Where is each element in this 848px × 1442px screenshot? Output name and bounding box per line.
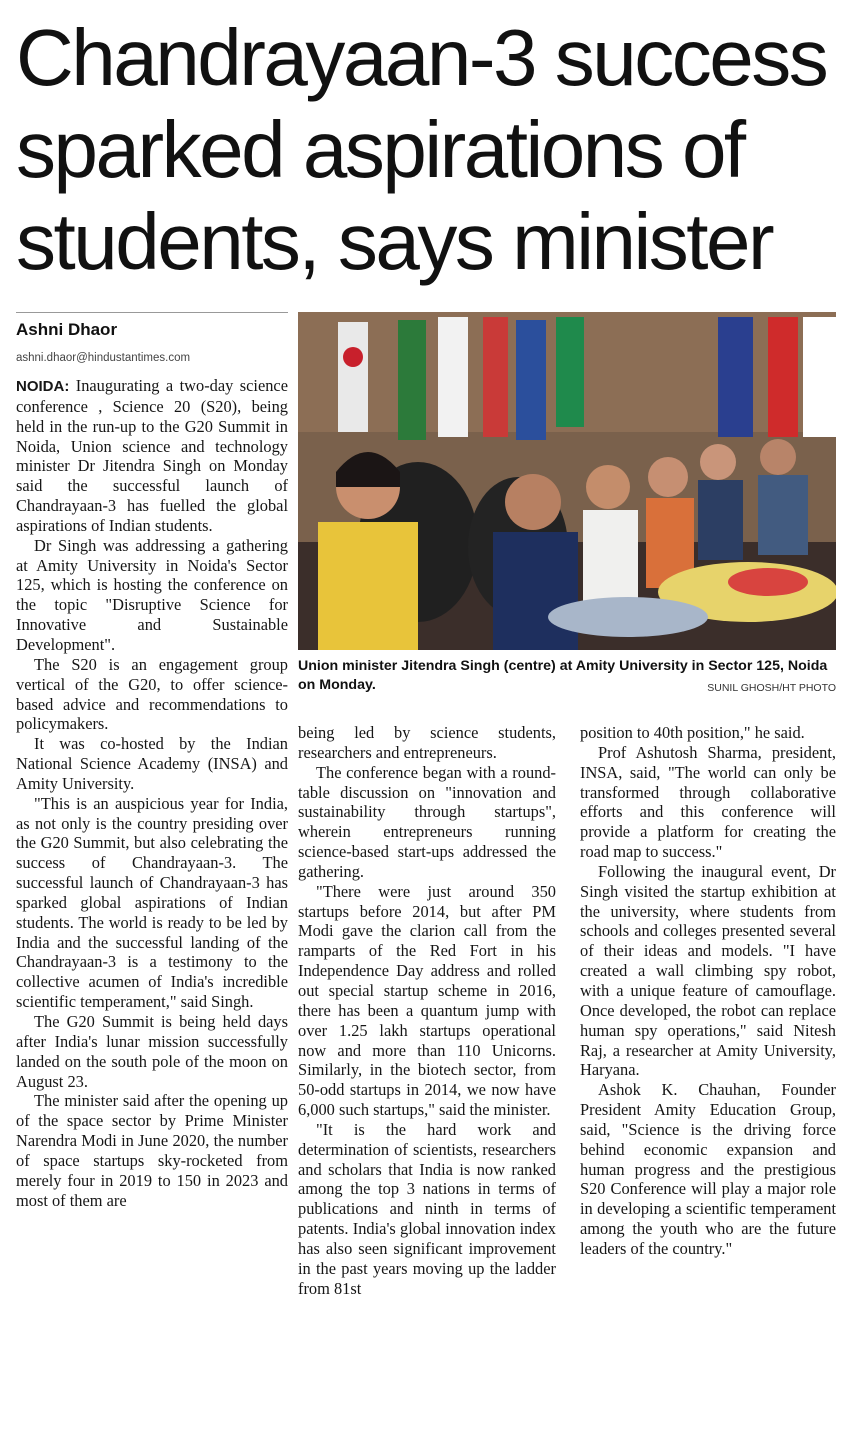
paragraph-8: The conference began with a round-table discussion on "innovation and sustainability through startups", wherein entrepreneurs running science-based start-ups addressed the gathering. [298,762,556,881]
article-column-1 [16,376,288,1210]
headline-line-2: sparked aspirations of [16,105,744,194]
paragraph-13: Ashok K. Chauhan, Founder President Amity Education Group, said, "Science is the driving force behind economic expansion and human progress and the prestigious S20 Conference will play a major role in developing a scientific temperament among the youth who are the future leaders of the country." [580,1080,836,1258]
news-photo [298,312,836,650]
photo-caption: Union minister Jitendra Singh (centre) at Amity University in Sector 125, Noida on Monday. [298,658,828,693]
paragraph-7: The minister said after the opening up of the space sector by Prime Minister Narendra Modi in June 2020, the number of space startups sky-rocketed from merely four in 2019 to 150 in 2023 and most of them are [16,1091,288,1210]
byline-email: ashni.dhaor@hindustantimes.com [16,352,191,364]
paragraph-2: Dr Singh was addressing a gathering at Amity University in Noida's Sector 125, which is hosting the conference on the topic "Disruptive Science for Innovative and Sustainable Development". [16,535,288,654]
headline-line-3: students, says minister [16,197,773,286]
byline-rule [16,312,288,313]
paragraph-10: "It is the hard work and determination of scientists, researchers and scholars that India is now ranked among the top 3 nations in terms of publications and ninth in terms of patents. India's global innovation index has also seen significant improvement in the past years moving up the ladder from 81st [298,1119,556,1298]
headline [16,12,836,288]
paragraph-4: It was co-hosted by the Indian National Science Academy (INSA) and Amity University. [16,734,288,793]
paragraph-1-text: Inaugurating a two-day science conference , Science 20 (S20), being held in the run-up to the G20 Summit in Noida, Union science and technology minister Dr Jitendra Singh on Monday said the successful launch of Chandrayaan-3 has fuelled the global aspirations of Indian students. [16,376,288,535]
dateline: NOIDA: [16,378,70,395]
conference-photo-illustration [298,312,836,650]
article-column-3 [580,723,836,1259]
article-column-2 [298,723,556,1298]
byline-author: Ashni Dhaor [16,320,118,339]
paragraph-11: Prof Ashutosh Sharma, president, INSA, said, "The world can only be transformed through collaborative efforts and this conference will provide a platform for creating the road map to success." [580,742,836,862]
paragraph-12: Following the inaugural event, Dr Singh visited the startup exhibition at the university, where students from schools and colleges presented several of their ideas and models. "I have created a wall climbing spy robot, with a unique feature of camouflage. Once developed, the robot can replace human spy operations," said Nitesh Raj, a researcher at Amity University, Haryana. [580,861,836,1080]
paragraph-1 [16,376,288,536]
paragraph-7-continued: being led by science students, researchers and entrepreneurs. [298,723,556,762]
paragraph-6: The G20 Summit is being held days after India's lunar mission successfully landed on the south pole of the moon on August 23. [16,1012,288,1091]
paragraph-10-continued: position to 40th position," he said. [580,723,805,742]
paragraph-5: "This is an auspicious year for India, as not only is the country presiding over the G20 Summit, but also celebrating the success of Chandrayaan-3. The successful launch of Chandrayaan-3 has sparked global aspirations of Indian students. The world is ready to be led by India and the successful landing of the Chandrayaan-3 is a testimony to the collective acumen of India's incredible scientific temperament," said Singh. [16,793,288,1012]
paragraph-3: The S20 is an engagement group vertical of the G20, to offer science-based advice and recommendations to policymakers. [16,654,288,734]
headline-line-1: Chandrayaan-3 success [16,13,827,102]
paragraph-9: "There were just around 350 startups before 2014, but after PM Modi gave the clarion call from the ramparts of the Red Fort in his Independence Day address and rolled out special startup scheme in 2016, there has been a quantum jump with over 1.25 lakh startups operational now and more than 110 Unicorns. Similarly, in the biotech sector, from 50-odd startups in 2014, we now have 6,000 such startups," said the minister. [298,881,556,1120]
photo-credit: SUNIL GHOSH/HT PHOTO [707,682,836,694]
